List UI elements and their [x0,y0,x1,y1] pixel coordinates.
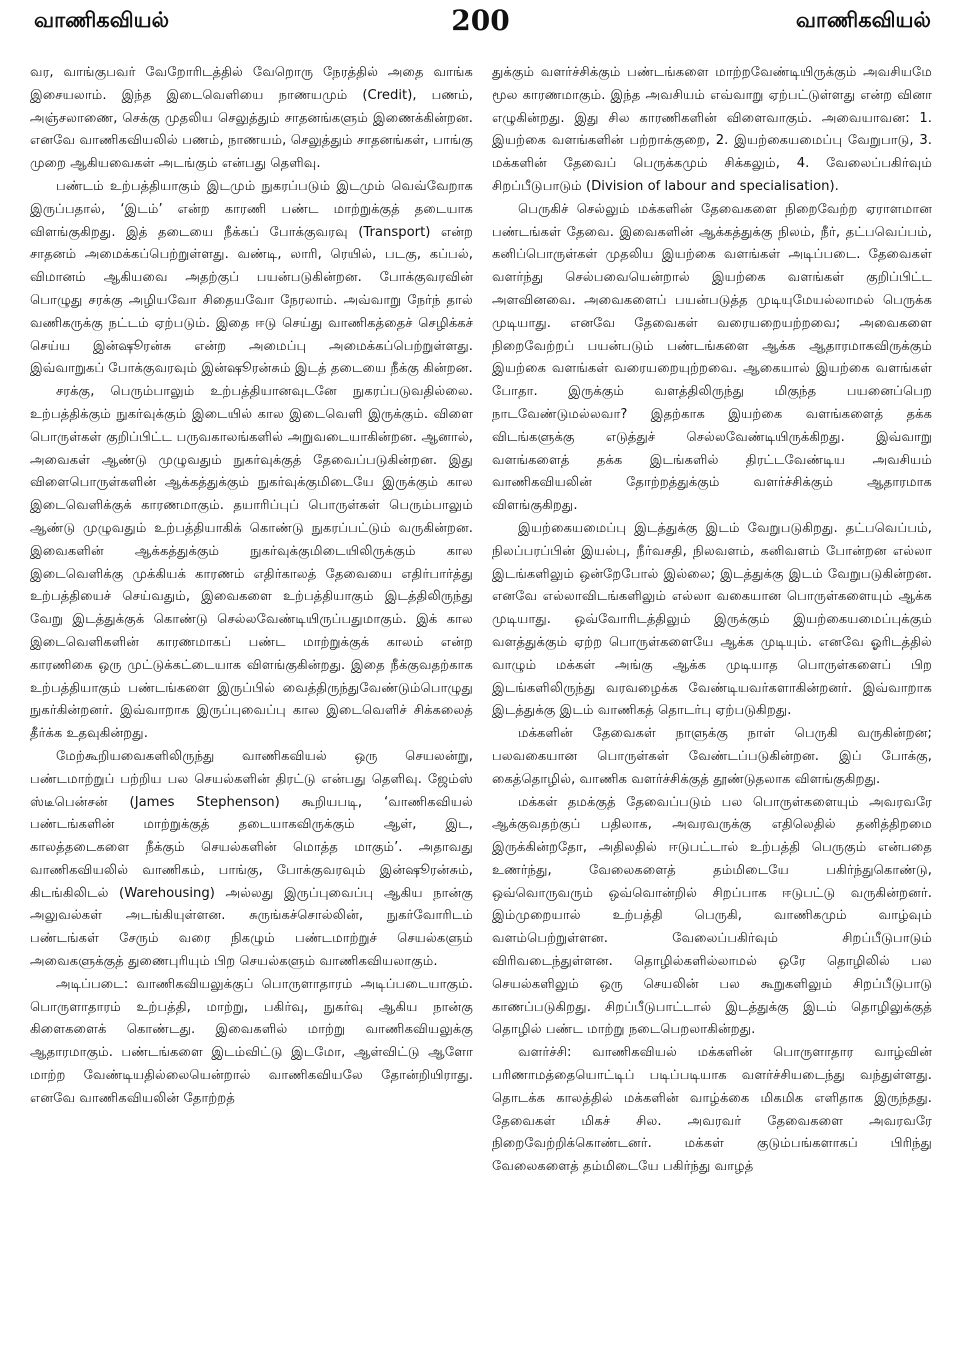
paragraph: துக்கும் வளர்ச்சிக்கும் பண்டங்களை மாற்றவேண்டியிருக்கும் அவசியமே மூல காரணமாகும். இந்த அவசியம் எவ்வாறு ஏற்பட்டுள்ளது என்ற வினா எழுகின்றது. இது சில காரணிகளின் விளைவாகும். அவையாவன: 1. இயற்கை வளங்களின் பற்றாக்குறை, 2. இயற்கையமைப்பு வேறுபாடு, 3. மக்களின் தேவைப் பெருக்கமும் சிக்கலும், 4. வேலைப்பகிர்வும் சிறப்பீடுபாடும் (Division of labour and specialisation). [492,65,932,194]
page-number: 200 [451,4,510,37]
paragraph: இயற்கையமைப்பு இடத்துக்கு இடம் வேறுபடுகிறது. தட்பவெப்பம், நிலப்பரப்பின் இயல்பு, நீர்வசதி, நிலவளம், கனிவளம் போன்றன எல்லா இடங்களிலும் ஒன்றேபோல் இல்லை; இடத்துக்கு இடம் வேறுபடுகின்றன. எனவே எல்லாவிடங்களிலும் எல்லா வகையான பொருள்களையும் ஆக்க முடியாது. ஒவ்வோரிடத்திலும் இருக்கும் இயற்கையமைப்புக்கும் வளத்துக்கும் ஏற்ற பொருள்களையே ஆக்க முடியும். எனவே ஓரிடத்தில் வாழும் மக்கள் அங்கு ஆக்க முடியாத பொருள்களைப் பிற இடங்களிலிருந்து வரவழைக்க வேண்டியவர்களாகின்றனர். இவ்வாறாக இடத்துக்கு இடம் வாணிகத் தொடர்பு ஏற்படுகிறது. [492,520,932,719]
paragraph: வர, வாங்குபவர் வேறோரிடத்தில் வேறொரு நேரத்தில் அதை வாங்க இசையலாம். இந்த இடைவெளியை நாணயமும் (Credit), பணம், அஞ்சலாணை, செக்கு முதலிய செலுத்தும் சாதனங்களும் இணைக்கின்றன. எனவே வாணிகவியலில் பணம், நாணயம், செலுத்தும் சாதனங்கள், பாங்கு முறை ஆகியவைகள் அடங்கும் என்பது தெளிவு. [30,65,473,172]
paragraph: சரக்கு, பெரும்பாலும் உற்பத்தியானவுடனே நுகரப்படுவதில்லை. உற்பத்திக்கும் நுகர்வுக்கும் இடையில் கால இடைவெளி இருக்கும். விளை பொருள்கள் குறிப்பிட்ட பருவகாலங்களில் அறுவடையாகின்றன. ஆனால், அவைகள் ஆண்டு முழுவதும் நுகர்வுக்குத் தேவைப்படுகின்றன. இது விளைபொருள்களின் ஆக்கத்துக்கும் நுகர்வுக்குமிடையே இருக்கும் கால இடைவெளிக்குக் காரணமாகும். தயாரிப்புப் பொருள்கள் பெரும்பாலும் ஆண்டு முழுவதும் உற்பத்தியாகிக் கொண்டு நுகரப்பட்டும் வருகின்றன. இவைகளின் ஆக்கத்துக்கும் நுகர்வுக்குமிடையிலிருக்கும் கால இடைவெளிக்கு முக்கியக் காரணம் எதிர்காலத் தேவையை எதிர்பார்த்து உற்பத்தியைச் செய்வதும், இவைகளை உற்பத்தியாகும் இடத்திலிருந்து வேறு இடத்துக்குக் கொண்டு செல்லவேண்டியிருப்பதுமாகும். இக் கால இடைவெளிகளின் காரணமாகப் பண்ட மாற்றுக்குக் காலம் என்ற காரணிகை ஒரு முட்டுக்கட்டையாக விளங்குகின்றது. இதை நீக்குவதற்காக உற்பத்தியாகும் பண்டங்களை இருப்பில் வைத்திருந்துவேண்டும்பொழுது நுகர்கின்றனர். இவ்வாறாக இருப்புவைப்பு கால இடைவெளிச் சிக்கலைத் தீர்க்க உதவுகின்றது. [30,384,473,742]
paragraph: அடிப்படை: வாணிகவியலுக்குப் பொருளாதாரம் அடிப்படையாகும். பொருளாதாரம் உற்பத்தி, மாற்று, பகிர்வு, நுகர்வு ஆகிய நான்கு கிளைகளைக் கொண்டது. இவைகளில் மாற்று வாணிகவியலுக்கு ஆதாரமாகும். பண்டங்களை இடம்விட்டு இடமோ, ஆள்விட்டு ஆளோ மாற்ற வேண்டியதில்லையென்றால் வாணிகவியலே தோன்றியிராது. எனவே வாணிகவியலின் தோற்றத் [30,976,473,1106]
paragraph: வளர்ச்சி: வாணிகவியல் மக்களின் பொருளாதார வாழ்வின் பரிணாமத்தையொட்டிப் படிப்படியாக வளர்ச்சியடைந்து வந்துள்ளது. தொடக்க காலத்தில் மக்களின் வாழ்க்கை மிகமிக எளிதாக இருந்தது. தேவைகள் மிகச் சில. அவரவர் தேவைகளை அவரவரே நிறைவேற்றிக்கொண்டனர். மக்கள் குடும்பங்களாகப் பிரிந்து வேலைகளைத் தம்மிடையே பகிர்ந்து வாழத் [492,1045,932,1175]
header-left-title: வாணிகவியல் [34,8,170,32]
paragraph: மக்கள் தமக்குத் தேவைப்படும் பல பொருள்களையும் அவரவரே ஆக்குவதற்குப் பதிலாக, அவரவருக்கு எதிலெதில் தனித்திறமை இருக்கின்றதோ, அதிலதில் ஈடுபட்டால் உற்பத்தி பெருகும் என்பதை உணர்ந்து, வேலைகளைத் தம்மிடையே பகிர்ந்துகொண்டு, ஒவ்வொருவரும் ஒவ்வொன்றில் சிறப்பாக ஈடுபட்டு வருகின்றனர். இம்முறையால் உற்பத்தி பெருகி, வாணிகமும் வாழ்வும் வளம்பெற்றுள்ளன. வேலைப்பகிர்வும் சிறப்பீடுபாடும் விரிவடைந்துள்ளன. தொழில்களில்லாமல் ஒரே தொழிலில் பல செயல்களிலும் ஒரு செயலின் பல கூறுகளிலும் சிறப்பீடுபாடு காணப்படுகிறது. சிறப்பீடுபாட்டால் இடத்துக்கு இடம் தொழிலுக்குத் தொழில் பண்ட மாற்று நடைபெறலாகின்றது. [492,794,932,1038]
running-header [0,0,961,60]
header-right-title: வாணிகவியல் [795,8,931,32]
paragraph: பெருகிச் செல்லும் மக்களின் தேவைகளை நிறைவேற்ற ஏராளமான பண்டங்கள் தேவை. இவைகளின் ஆக்கத்துக்கு நிலம், நீர், தட்பவெப்பம், கனிப்பொருள்கள் முதலிய இயற்கை வளங்கள் அடிப்படை. தேவைகள் வளர்ந்து செல்பவையென்றால் இயற்கை வளங்கள் குறிப்பிட்ட அளவினவை. அவைகளைப் பயன்படுத்த முடியுமேயல்லாமல் பெருக்க முடியாது. எனவே தேவைகள் வரையறையற்றவை; அவைகளை நிறைவேற்றப் பயன்படும் பண்டங்களை ஆக்க ஆதாரமாகவிருக்கும் இயற்கை வளங்கள் வரையறையுற்றவை. ஆகையால் இயற்கை வளங்கள் போதா. இருக்கும் வளத்திலிருந்து மிகுந்த பயனைப்பெற நாடவேண்டுமல்லவா? இதற்காக இயற்கை வளங்களைத் தக்க விடங்களுக்கு எடுத்துச் செல்லவேண்டியிருக்கிறது. இவ்வாறு வளங்களைத் தக்க இடங்களில் திரட்டவேண்டிய அவசியம் வாணிகவியலின் தோற்றத்துக்கும் வளர்ச்சிக்கும் ஆதாரமாக விளங்குகிறது. [492,201,932,514]
left-column [30,62,473,1352]
right-column [492,62,932,1352]
paragraph: மக்களின் தேவைகள் நாளுக்கு நாள் பெருகி வருகின்றன; பலவகையான பொருள்கள் வேண்டப்படுகின்றன. இப் போக்கு, கைத்தொழில், வாணிக வளர்ச்சிக்குத் தூண்டுதலாக விளங்குகிறது. [492,726,932,787]
paragraph: மேற்கூறியவைகளிலிருந்து வாணிகவியல் ஒரு செயலன்று, பண்டமாற்றுப் பற்றிய பல செயல்களின் திரட்டு என்பது தெளிவு. ஜேம்ஸ் ஸ்டீபென்சன் (James Stephenson) கூறியபடி, ‘வாணிகவியல் பண்டங்களின் மாற்றுக்குத் தடையாகவிருக்கும் ஆள், இட, காலத்தடைகளை நீக்கும் செயல்களின் மொத்த மாகும்’. அதாவது வாணிகவியலில் வாணிகம், பாங்கு, போக்குவரவும் இன்ஷூரன்சும், கிடங்கிலிடல் (Warehousing) அல்லது இருப்புவைப்பு ஆகிய நான்கு அலுவல்கள் அடங்கியுள்ளன. சுருங்கச்சொல்லின், நுகர்வோரிடம் பண்டங்கள் சேரும் வரை நிகழும் பண்டமாற்றுச் செயல்களும் அவைகளுக்குத் துணைபுரியும் பிற செயல்களும் வாணிகவியலாகும். [30,748,473,970]
paragraph: பண்டம் உற்பத்தியாகும் இடமும் நுகரப்படும் இடமும் வெவ்வேறாக இருப்பதால், ‘இடம்’ என்ற காரணி பண்ட மாற்றுக்குத் தடையாக விளங்குகிறது. இத் தடையை நீக்கப் போக்குவரவு (Transport) என்ற சாதனம் அமைக்கப்பெற்றுள்ளது. வண்டி, லாரி, ரெயில், படகு, கப்பல், விமானம் ஆகியவை அதற்குப் பயன்படுகின்றன. போக்குவரவின் பொழுது சரக்கு அழியவோ சிதையவோ நேரலாம். அவ்வாறு நேர்ந் தால் வணிகருக்கு நட்டம் ஏற்படும். இதை ஈடு செய்து வாணிகத்தைச் செழிக்கச் செய்ய இன்ஷூரன்சு என்ற அமைப்பு அமைக்கப்பெற்றுள்ளது. இவ்வாறுகப் போக்குவரவும் இன்ஷூரன்சும் இடத் தடையை நீக்கு கின்றன. [30,178,473,377]
